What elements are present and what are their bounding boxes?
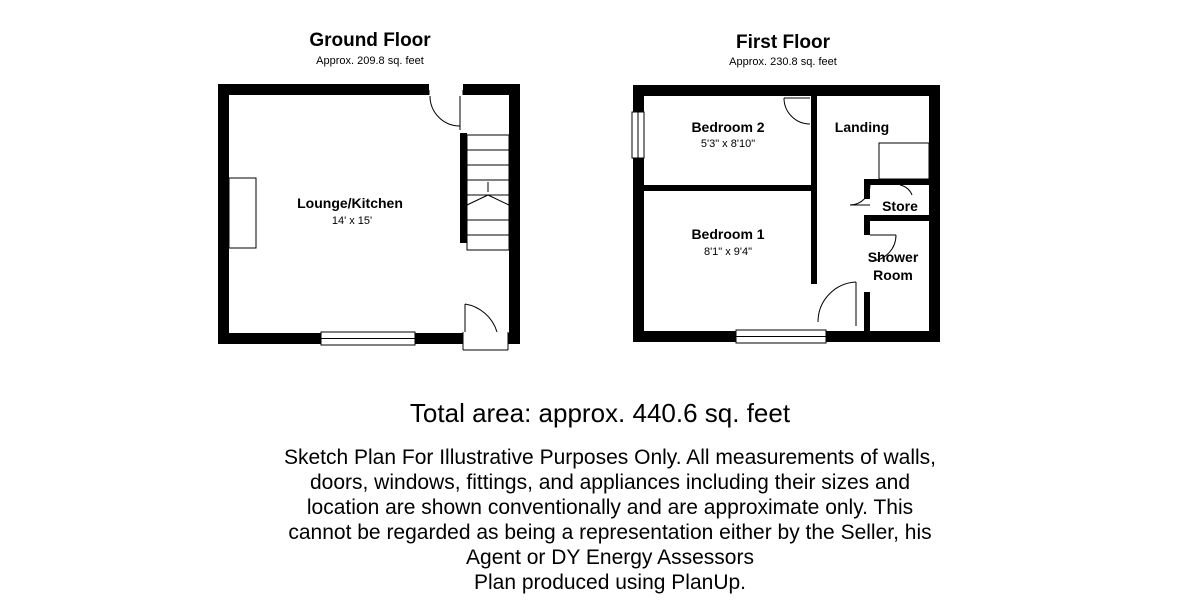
room-label-bedroom-2: Bedroom 2 [691,119,765,135]
stair-opening [879,143,929,179]
landing-wall [811,140,817,284]
room-label-bedroom-1: Bedroom 1 [691,226,765,242]
total-area: Total area: approx. 440.6 sq. feet [409,398,791,428]
ground-floor-area: Approx. 209.8 sq. feet [316,55,424,67]
ground-floor-title: Ground Floor [309,30,431,51]
first-floor-title: First Floor [736,32,830,53]
chimney-breast [229,178,256,248]
disclaimer-line: location are shown conventionally and are approximate only. This [306,496,914,519]
room-dims-bedroom-2: 5'3" x 8'10" [700,138,756,150]
room-label-shower-room-line-1: Shower [867,249,919,265]
disclaimer-line: Sketch Plan For Illustrative Purposes Only. All measurements of walls, [283,446,937,469]
ground-floor-outer-wall [224,90,515,339]
first-floor-area: Approx. 230.8 sq. feet [729,56,837,68]
disclaimer-line: cannot be regarded as being a representation either by the Seller, his [288,521,932,544]
room-label-lounge-kitchen: Lounge/Kitchen [297,195,403,211]
disclaimer-line: Plan produced using PlanUp. [473,571,746,594]
ground-floor-plan [224,83,515,350]
staircase [467,135,509,250]
first-floor-plan [632,91,935,344]
disclaimer-line: Agent or DY Energy Assessors [466,546,754,569]
room-label-shower-room-line-2: Room [873,267,913,283]
room-dims-bedroom-1: 8'1" x 9'4" [703,246,753,258]
disclaimer-line: doors, windows, fittings, and appliances including their sizes and [309,471,910,494]
room-label-landing: Landing [834,119,890,135]
bedroom-partition [644,185,815,191]
stair-wall [460,133,467,243]
room-dims-lounge-kitchen: 14' x 15' [331,215,373,227]
store-wall [864,179,930,185]
room-label-store: Store [882,198,918,214]
shower-room-wall [864,215,930,221]
disclaimer [240,445,980,595]
